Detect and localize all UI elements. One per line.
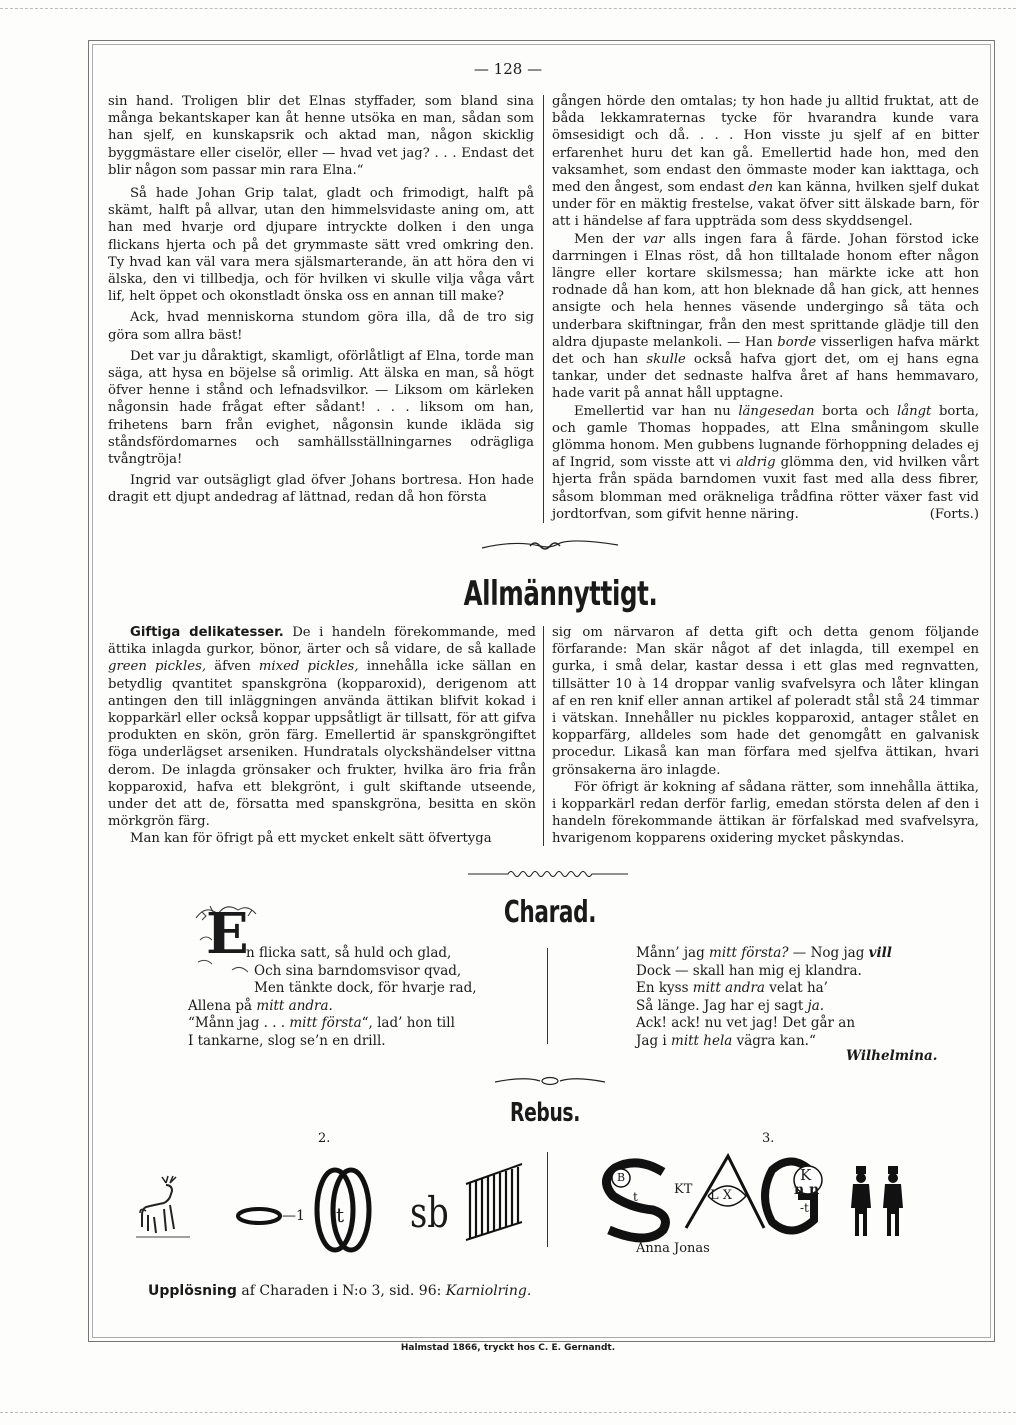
- rebus-letter-t: t: [336, 1203, 345, 1227]
- poem-line: Allena på mitt andra.: [188, 997, 333, 1014]
- section-heading-charad: Charad.: [503, 895, 597, 930]
- rebus-author: Anna Jonas: [636, 1241, 710, 1256]
- paragraph: Giftiga delikatesser. De i handeln förekommande, med ättika inlagda gurkor, bönor, ärter och så vidare, de så kallade green pickles, äfven mixed pickles, innehålla icke sällan en betydlig qvantitet spanskgröna (kopparoxid), derigenom att antingen den till inläggningen använda ättikan blifvit kokad i kopparkärl eller också koppar uppsåtligt är tillsatt, för att gifva produkten en skön, grön färg. Emellertid är spanskgröngiftet föga underlägset arseniken. Hundratals olyckshändelser vittna derom. De inlagda grönsaker och frukter, hvilka äro fria från kopparoxid, hafva ett blekgrönt, i gult skiftande utseende, under det att de, försatta med spanskgröna, besitta en skön mörkgrön färg.: [108, 625, 537, 830]
- paragraph: Man kan för öfrigt på ett mycket enkelt sätt öfvertyga: [130, 831, 492, 847]
- rebus-number: 3.: [762, 1131, 775, 1146]
- paragraph: Så hade Johan Grip talat, gladt och frimodigt, halft på skämt, halft på allvar, utan den himmelsvidaste aning om, att han med hvarje ord djupare intryckte dolken i den unga flickans hjerta och på det grymmaste sätt vred omkring den. Ty hvad kan väl vara mera själsmarterande, än att höra den vi älska, den vi tillbedja, och för hvilken vi skulle vilja våga vårt lif, helt öppet och okonstladt önska oss en annan till make?: [108, 186, 534, 305]
- paragraph: Emellertid var han nu längesedan borta och långt borta, och gamle Thomas hoppades, att Elna småningom skulle glömma honom. Men gubbens lugnande förhoppning delades ej af Ingrid, som visste att vi aldrig glömma den, vid hvilken vårt hjerta från späda barndomen vuxit fast med alla dess fibrer, såsom blomman med oräkneliga trådfina rötter växer fast vid jordtorfvan, som gifvit henne näring. (Forts.): [552, 403, 979, 522]
- column-rule: [543, 626, 544, 846]
- rebus-kt: KT: [674, 1182, 693, 1197]
- poem-line: Så länge. Jag har ej sagt ja.: [636, 997, 825, 1014]
- paragraph: Ingrid var outsägligt glad öfver Johans bortresa. Hon hade dragit ett djupt andedrag af lättnad, redan då hon första: [108, 473, 534, 506]
- lens-shape-icon: [236, 1206, 282, 1226]
- poem-line: En kyss mitt andra velat ha’: [636, 980, 828, 996]
- charad-signature: Wilhelmina.: [846, 1048, 938, 1064]
- poem-line: Ack! ack! nu vet jag! Det går an: [636, 1015, 856, 1031]
- story-left-column: [108, 93, 534, 507]
- gate-icon: [462, 1160, 526, 1242]
- allman-right-column: [552, 624, 979, 848]
- poem-line: Månn’ jag mitt första? — Nog jag vill: [636, 945, 892, 961]
- paragraph: Ack, hvad menniskorna stundom göra illa, då de tro sig göra som allra bäst!: [108, 310, 534, 343]
- rebus-sb: sb: [410, 1188, 449, 1237]
- column-rule: [543, 95, 544, 523]
- section-heading-allmannyttigt: Allmännyttigt.: [463, 574, 658, 614]
- column-rule: [547, 948, 548, 1044]
- rebus-letter-b: B: [617, 1171, 626, 1184]
- section-heading-rebus: Rebus.: [510, 1098, 580, 1128]
- paragraph: Men der var alls ingen fara å färde. Johan förstod icke darrningen i Elnas röst, då hon tilltalade honom efter någon längre eller kortare skilsmessa; han märkte icke att hon rodnade då han kom, att hon bleknade då han gick, att hennes ansigte och hela hennes väsende undergingo så täta och underbara skiftningar, från den mest sprittande glädje till den aldra djupaste melankoli. — Han borde visserligen hafva märkt det och han skulle också hafva gjort det, om ej hans egna tankar, under det sednaste halfva året af hans hemmavaro, hade varit på annat håll upptagne.: [552, 231, 979, 402]
- deer-icon: [136, 1175, 190, 1239]
- solution-line: Upplösning af Charaden i N:o 3, sid. 96: Karniolring.: [148, 1283, 532, 1299]
- charad-left-poem: [188, 945, 477, 1050]
- paragraph: För öfrigt är kokning af sådana rätter, som innehålla ättika, i kopparkärl redan derför farlig, emedan största delen af den i handeln förekommande ättikan är förfalskad med svafvelsyra, hvarigenom kopparens oxidering mycket påskyndas.: [552, 779, 979, 847]
- paragraph: sig om närvaron af detta gift och detta genom följande förfarande: Man skär något af det inlagda, till exempel en gurka, i små delar, kastar dessa i ett glas med regnvatten, tillsätter 10 à 14 droppar vanlig svafvelsyra och låter klingan af en ren knif eller annan artikel af poleradt stål stå 24 timmar i vätskan. Innehåller nu pickles kopparoxid, antager stålet en kopparfärg, alldeles som hade det genomgått en galvanisk procedur. Likaså kan man förfara med sjelfva ättikan, hvari grönsakerna äro inlagde.: [552, 625, 979, 778]
- rebus-minus-one: —1: [282, 1208, 305, 1224]
- rebus-number: 2.: [318, 1131, 331, 1146]
- initial-letter: E: [206, 901, 249, 967]
- paragraph: Det var ju dåraktigt, skamligt, oförlåtligt af Elna, torde man säga, att hysa en böjelse så orimlig. Att älska en man, så högt öfver henne i stånd och lefnadsvilkor. — Liksom om kärleken någonsin hade frågat efter sådant! . . . liksom om han, frihetens barn från evighet, någonsin kunde ikläda sig ståndsfördomarnes och samhällsställningarnes odrägliga tvångtröja!: [108, 348, 534, 468]
- continued-note: (Forts.): [929, 506, 979, 522]
- page-number: — 128 —: [473, 60, 543, 78]
- charad-right-poem: [636, 945, 892, 1050]
- poem-line: Jag i mitt hela vägra kan.“: [636, 1032, 816, 1049]
- allman-left-column: [108, 624, 536, 848]
- wavy-divider: [468, 868, 628, 880]
- paragraph: sin hand. Troligen blir det Elnas styffader, som bland sina många bekantskaper kan åt henne utsöka en man, sådan som han sjelf, en kunskapsrik och aktad man, någon skicklig byggmästare eller ciselör, eller — hvad vet jag? . . . Endast det blir någon som passar min rara Elna.“: [108, 94, 534, 178]
- poem-line: Och sina barndomsvisor qvad,: [254, 962, 462, 979]
- poem-line: Men tänkte dock, för hvarje rad,: [254, 980, 477, 996]
- ornament-divider: [495, 1075, 605, 1087]
- poem-line: n flicka satt, så huld och glad,: [246, 945, 452, 961]
- rebus-letter-k: K: [800, 1166, 812, 1184]
- rebus-lx: L X: [710, 1188, 733, 1203]
- rebus-minus-t: -t: [800, 1201, 809, 1215]
- column-rule: [547, 1152, 548, 1247]
- poem-line: “Månn jag . . . mitt första“, lad’ hon till: [188, 1015, 455, 1031]
- rebus-letter-t: t: [633, 1190, 638, 1204]
- story-right-column: [552, 93, 979, 523]
- poem-line: Dock — skall han mig ej klandra.: [636, 962, 862, 979]
- ornament-divider: [480, 538, 620, 552]
- two-men-icon: [848, 1166, 910, 1238]
- printer-footer: Halmstad 1866, tryckt hos C. E. Gernandt.: [400, 1343, 616, 1353]
- poem-line: I tankarne, slog se’n en drill.: [188, 1032, 386, 1049]
- paragraph: gången hörde den omtalas; ty hon hade ju alltid fruktat, att de båda lekkamraternas tycke för hvarandra kunde vara ömsesidigt och då. . . . Hon visste ju sjelf af en bitter erfarenhet huru det kan gå. Emellertid hade hon, med den vaksamhet, som endast den ömmaste moder kan iakttaga, och med den ångest, som endast den kan känna, hvilken sjelf dukat under för en mäktig frestelse, vakat öfver sitt älskade barn, för att i händelse af fara uppträda som dess skyddsengel.: [552, 94, 980, 230]
- rebus-nn: n n: [794, 1182, 820, 1198]
